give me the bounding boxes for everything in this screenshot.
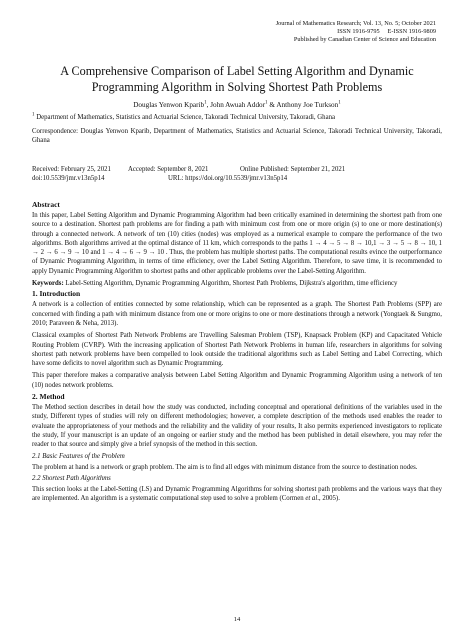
author-name: , John Awuah Addor (206, 101, 266, 109)
online-date: Online Published: September 21, 2021 (240, 166, 346, 173)
paper-title: A Comprehensive Comparison of Label Setting Algorithm and Dynamic Programming Algorithm in Solving Shortest Path Problems (60, 64, 414, 94)
affiliation (32, 113, 442, 122)
journal-header (276, 20, 436, 45)
author-name: & Anthony Joe Turkson (267, 101, 339, 109)
intro-paragraph: Classical examples of Shortest Path Network Problems are Travelling Salesman Problem (TSP), Knapsack Problem (KP) and Capacitated Vehicle Routing Problem (CVRP). With the increasing application of Shortest Path Network Problems in human life, researchers in algorithms for solving shortest path network problems have been compelled to look outside the traditional algorithms such as Label Setting and Label Correcting, which have some deficits to novel algorithm such as Dynamic Programming. (32, 332, 442, 368)
author-list (40, 101, 434, 109)
subsection-heading: 2.2 Shortest Path Algorithms (32, 474, 111, 482)
author-name: Douglas Yenwon Kparib (133, 101, 205, 109)
intro-paragraph: This paper therefore makes a comparative analysis between Label Setting Algorithm and Dynamic Programming Algorithm using a network of ten (10) nodes network problems. (32, 372, 442, 389)
keywords-text: Label-Setting Algorithm, Dynamic Programming Algorithm, Shortest Path Problems, Dijkstra's algorithm, time efficiency (63, 280, 398, 288)
introduction-heading: 1. Introduction (32, 289, 81, 299)
abstract-section (32, 200, 442, 503)
subsection-paragraph: The problem at hand is a network or graph problem. The aim is to find all edges with minimum distance from the source to destination nodes. (32, 463, 418, 471)
subsection-text-italic: et al (305, 495, 318, 503)
keywords-label: Keywords: (32, 280, 64, 288)
method-heading: 2. Method (32, 392, 65, 402)
subsection-text: ., 2005). (317, 495, 340, 503)
abstract-text: In this paper, Label Setting Algorithm and Dynamic Programming Algorithm had been critically examined in determining the shortest path from one source to a destination. Shortest path problems are for finding a path with minimum cost from one or more origin (s) to one or more destination(s) through a connected network. A network of ten (10) cities (nodes) was employed as a numerical example to compare the performance of the two algorithms. Both algorithms arrived at the optimal distance of 11 km, which corresponds to the paths 1 → 4 → 5 → 8 → 10,1 → 3 → 5 → 8 → 10, 1 → 2 → 6 → 9 → 10 and 1 → 4 → 6 → 9 → 10 . Thus, the problem has multiple shortest paths. The computational results evince the outperformance of Dynamic Programming Algorithm, in terms of time efficiency, over the Label Setting Algorithm. Therefore, to save time, it is recommended to apply Dynamic Programming Algorithm to shortest paths and other applicable problems over the Label-Setting Algorithm. (32, 212, 442, 275)
abstract-heading: Abstract (32, 200, 60, 209)
publication-dates (32, 165, 442, 184)
journal-publisher: Published by Canadian Center of Science and Education (293, 36, 436, 44)
keywords (32, 279, 442, 288)
journal-issn: ISSN 1916-9795 E-ISSN 1916-9809 (337, 28, 436, 36)
author-sup: 1 (265, 100, 268, 106)
author-sup: 1 (204, 100, 207, 106)
accepted-date: Accepted: September 8, 2021 (128, 166, 209, 173)
doi: doi:10.5539/jmr.v13n5p14 (32, 175, 105, 183)
subsection-heading: 2.1 Basic Features of the Problem (32, 452, 125, 460)
method-paragraph: The Method section describes in detail how the study was conducted, including conceptual and operational definitions of the variables used in the study, Different types of studies will rely on different methodologies; however, a complete description of the methods used enables the reader to evaluate the appropriateness of your methods and the reliability and the validity of your results, It also permits experienced investigators to replicate the study, If your manuscript is an update of an ongoing or earlier study and the method has been published in detail elsewhere, you may refer the reader to that source and simply give a brief synopsis of the method in this section. (32, 404, 442, 449)
page-number: 14 (233, 616, 241, 623)
intro-paragraph: A network is a collection of entities connected by some relationship, which can be represented as a graph. The Shortest Path Problems (SPP) are concerned with finding a path with minimum distance from one or more origins to one or more destinations through a network (Yongtaek & Sungmo, 2010; Paraveen & Neha, 2013). (32, 301, 442, 327)
subsection-paragraph (32, 485, 442, 504)
affiliation-text: Department of Mathematics, Statistics and Actuarial Science, Takoradi Technical University, Takoradi, Ghana (34, 114, 335, 121)
received-date: Received: February 25, 2021 (32, 166, 111, 173)
subsection-text: This section looks at the Label-Setting (LS) and Dynamic Programming Algorithms for solving shortest path problems and the various ways that they are implemented. An algorithm is a systematic computational step used to solve a problem (Cormen (32, 485, 442, 503)
correspondence: Correspondence: Douglas Yenwon Kparib, Department of Mathematics, Statistics and Actuarial Science, Takoradi Technical University, Takoradi, Ghana (32, 128, 442, 145)
doi-url[interactable]: URL: https://doi.org/10.5539/jmr.v13n5p14 (168, 175, 288, 183)
affiliation-sup: 1 (32, 112, 35, 118)
journal-citation: Journal of Mathematics Research; Vol. 13, No. 5; October 2021 (275, 20, 436, 27)
author-sup: 1 (338, 100, 341, 106)
